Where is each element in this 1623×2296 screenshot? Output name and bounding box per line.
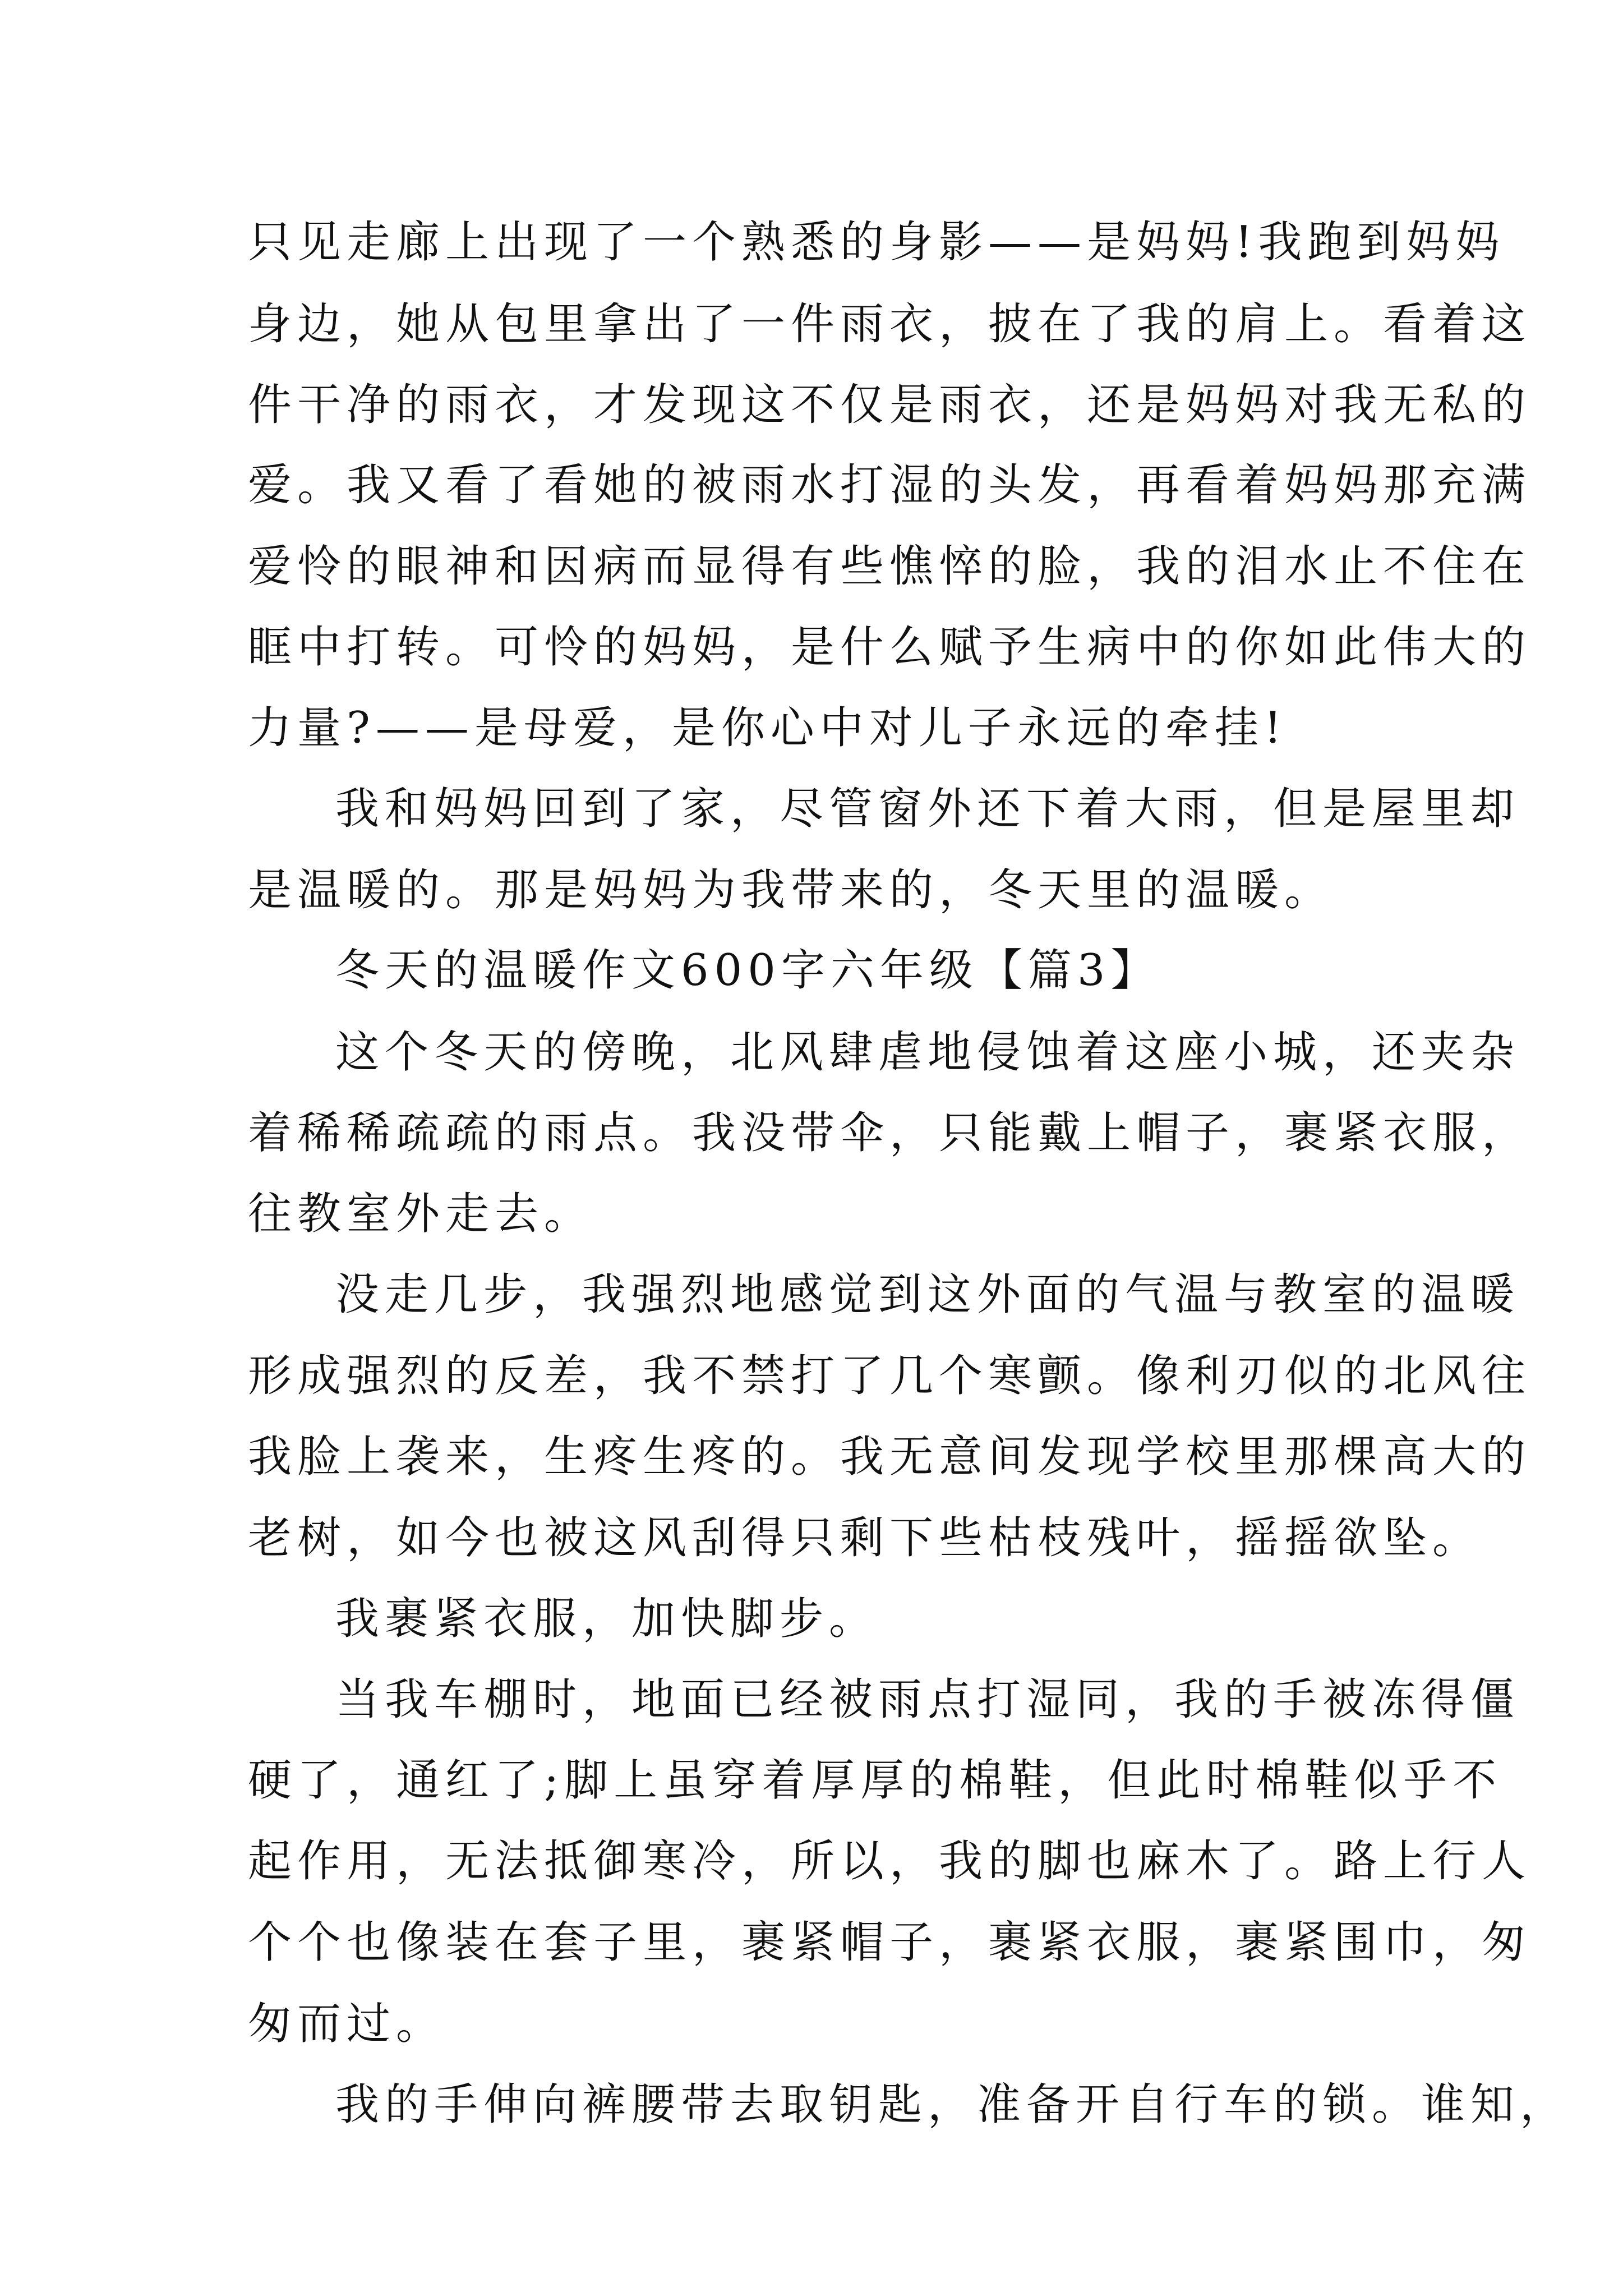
section-heading: 冬天的温暖作文600字六年级【篇3】 <box>335 945 1160 996</box>
text-line: 爱怜的眼神和因病而显得有些憔悴的脸，我的泪水止不住在 <box>248 541 1532 592</box>
text-line: 着稀稀疏疏的雨点。我没带伞，只能戴上帽子，裹紧衣服， <box>248 1108 1532 1158</box>
text-line: 匆而过。 <box>248 1999 446 2049</box>
text-line: 我裹紧衣服，加快脚步。 <box>335 1594 879 1644</box>
text-line: 老树，如今也被这风刮得只剩下些枯枝残叶，摇摇欲坠。 <box>248 1513 1482 1563</box>
text-line: 是温暖的。那是妈妈为我带来的，冬天里的温暖。 <box>248 865 1334 915</box>
text-line: 身边，她从包里拿出了一件雨衣，披在了我的肩上。看着这 <box>248 299 1532 349</box>
text-line: 我和妈妈回到了家，尽管窗外还下着大雨，但是屋里却 <box>335 784 1520 834</box>
text-line: 硬了，通红了;脚上虽穿着厚厚的棉鞋，但此时棉鞋似乎不 <box>248 1755 1502 1806</box>
text-line: 爱。我又看了看她的被雨水打湿的头发，再看着妈妈那充满 <box>248 460 1532 510</box>
text-line: 我的手伸向裤腰带去取钥匙，准备开自行车的锁。谁知， <box>335 2079 1570 2130</box>
text-line: 没走几步，我强烈地感觉到这外面的气温与教室的温暖 <box>335 1269 1520 1320</box>
text-line: 当我车棚时，地面已经被雨点打湿同，我的手被冻得僵 <box>335 1674 1520 1725</box>
text-line: 起作用，无法抵御寒冷，所以，我的脚也麻木了。路上行人 <box>248 1836 1532 1887</box>
text-line: 个个也像装在套子里，裹紧帽子，裹紧衣服，裹紧围巾，匆 <box>248 1917 1532 1968</box>
text-line: 我脸上袭来，生疼生疼的。我无意间发现学校里那棵高大的 <box>248 1432 1532 1482</box>
text-line: 力量?——是母爱，是你心中对儿子永远的牵挂! <box>248 703 1288 753</box>
text-line: 只见走廊上出现了一个熟悉的身影——是妈妈!我跑到妈妈 <box>248 217 1505 268</box>
text-line: 件干净的雨衣，才发现这不仅是雨衣，还是妈妈对我无私的 <box>248 380 1532 430</box>
text-line: 这个冬天的傍晚，北风肆虐地侵蚀着这座小城，还夹杂 <box>335 1027 1520 1078</box>
text-line: 往教室外走去。 <box>248 1189 594 1239</box>
text-line: 眶中打转。可怜的妈妈，是什么赋予生病中的你如此伟大的 <box>248 622 1532 673</box>
text-line: 形成强烈的反差，我不禁打了几个寒颤。像利刃似的北风往 <box>248 1351 1532 1401</box>
